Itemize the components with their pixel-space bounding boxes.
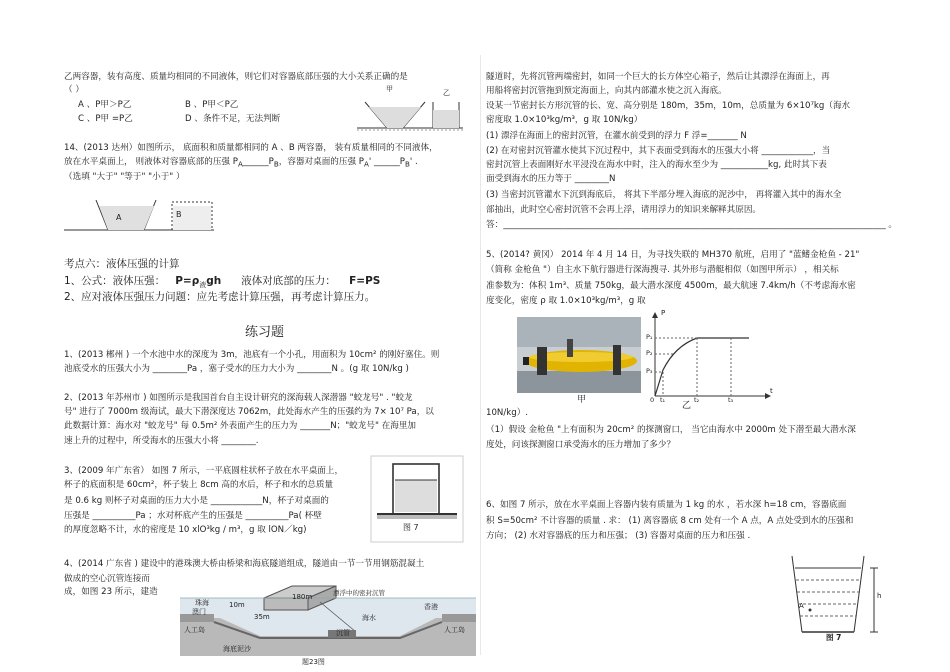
p5-graph-p3: P₃ <box>646 367 653 375</box>
p4cont-line3: 设某一节密封长方形沉管的长、宽、高分别是 180m，35m，10m，总质量为 6×10⁷kg（海水 <box>486 101 851 111</box>
p5-graph-t1: t₁ <box>660 396 666 404</box>
p5-line4: 度变化，密度 ρ 取 1.0×10³kg/m³，g 取 <box>486 296 646 306</box>
p1-line1: 1、(2013 郴州 ) 一个水池中水的深度为 3m，池底有一个小孔，用面积为 10cm² 的刚好塞住。则 <box>64 350 440 360</box>
p2-line4: 速上升的过程中，所受海水的压强大小将 ________. <box>64 436 259 446</box>
p6-figure-height: h <box>877 592 882 600</box>
p4cont-sub3b: 部抽出，此时空心密封沉管不会再上浮，请用浮力的知识来解释其原因。 <box>486 205 762 215</box>
q14-figure-label-a: A <box>116 213 122 222</box>
kp6-title: 考点六：液体压强的计算 <box>64 258 180 270</box>
q14-containers-figure <box>64 194 214 234</box>
p4-label-hongkong: 香港 <box>424 603 438 611</box>
p5-graph-p2: P₂ <box>646 349 653 357</box>
q13-stem: 乙两容器，装有高度、质量均相同的不同液体，则它们对容器底部压强的大小关系正确的是 <box>64 72 408 82</box>
q14-line1: 14、(2013 达州）如图所示， 底面积和质量都相同的 A 、B 两容器， 装有质量相同的不同液体， <box>64 143 438 153</box>
q14-figure-label-b: B <box>176 210 182 219</box>
p4cont-sub2c: 面受到海水的压力等于 ________N <box>486 174 616 184</box>
p4-label-height: 10m <box>229 601 245 609</box>
p3-line3: 是 0.6 kg 则杯子对桌面的压力大小是 ____________N，杯子对桌面的 <box>64 496 329 506</box>
p4-label-zhuhai: 珠海 <box>195 599 209 607</box>
p5-graph-origin: 0 <box>650 396 655 404</box>
p4-label-length: 180m <box>292 593 313 601</box>
q13-paren: （ ） <box>64 85 84 95</box>
p5-line6: （1）假设 金枪鱼 "上有面积为 20cm² 的探测窗口， 当它由海水中 2000m 处下潜至最大潜水深 <box>486 425 856 435</box>
p5-graph-x-label: t <box>770 387 773 395</box>
practice-title: 练习题 <box>245 325 285 340</box>
p4cont-sub3a: (3) 当密封沉管灌水下沉到海底后， 将其下半部分埋入海底的泥沙中， 再将灌入其中的海水全 <box>486 190 842 200</box>
p2-line2: 号" 进行了 7000m 级海试，最大下潜深度达 7062m，此处海水产生的压强约为 7× 10⁷ Pa，以 <box>64 407 434 417</box>
p3-line2: 杯子的底面积是 60cm²，杯子装上 8cm 高的水后，杯子和水的总质量 <box>64 480 334 490</box>
p4-figure-caption: 题23图 <box>302 658 325 666</box>
p5-line7: 度处，问该探测窗口承受海水的压力增加了多少？ <box>486 440 676 450</box>
kp6-line1: 1、公式：液体压强： $P=\rho_液gh$ 液体对底部的压力： F=PS <box>64 275 381 290</box>
p5-line1: 5、(2014? 黄冈） 2014 年 4 月 14 日，为寻找失联的 MH370 航班，启用了 "蓝鳍金枪鱼 - 21" <box>486 250 860 260</box>
p2-line1: 2、(2013 年苏州市 ) 如图所示是我国首台自主设计研究的深海载人深潜器 "蛟龙号" . "蛟龙 <box>64 393 413 403</box>
p4cont-sub2b: 密封沉管上表面刚好水平浸没在海水中时，注入的海水至少为 ___________kg, 此时其下表 <box>486 160 827 170</box>
p6-line3: 方向； (2) 水对容器底的压力和压强； (3) 容器对桌面的压力和压强 . <box>486 531 751 541</box>
p3-line5: 的厚度忽略不计，水的密度是 10 xlO³kg / m³，g 取 lON／kg) <box>64 525 307 535</box>
p5-line3: 准参数为：体积 1m³、质量 750kg，最大潜水深度 4500m，最大航速 7.4km/h（不考虑海水密 <box>486 281 856 291</box>
q13-figure-label-b: 乙 <box>443 89 450 97</box>
column-divider <box>480 55 481 655</box>
q13-option-c: C 、P甲 =P乙 <box>78 114 133 124</box>
p4cont-sub2a: (2) 在对密封沉管灌水使其下沉过程中，其下表面受到海水的压强大小将 ____________，当 <box>486 146 831 156</box>
p5-graph-p1: P₁ <box>646 333 653 341</box>
p4-label-island-left: 人工岛 <box>184 626 205 634</box>
p4-label-floating-tube: 漂浮中的密封沉管 <box>333 589 385 597</box>
p4cont-sub1: (1) 漂浮在海面上的密封沉管，在灌水前受到的浮力 F 浮=_______ N <box>486 131 747 141</box>
p4-label-width: 35m <box>254 613 270 621</box>
p4-label-island-right: 人工岛 <box>444 626 465 634</box>
p5-graph-t2: t₂ <box>694 396 700 404</box>
q13-option-a: A 、P甲＞P乙 <box>78 100 132 110</box>
p6-line2: 积 S=50cm² 不计容器的质量 . 求： (1) 离容器底 8 cm 处有一个 A 点，A 点处受到水的压强和 <box>486 516 854 526</box>
kp6-line2: 2、应对液体压强压力问题：应先考虑计算压强，再考虑计算压力。 <box>64 291 376 303</box>
q13-option-d: D 、条件不足，无法判断 <box>185 114 281 124</box>
p6-container-figure <box>786 552 884 638</box>
p5-graph-t3: t₃ <box>728 396 734 404</box>
p2-line3: 此数据计算：海水对 "蛟龙号" 每 0.5m² 外表面产生的压力为 _______N；"蛟龙号" 在海里加 <box>64 421 417 431</box>
p6-figure-caption: 图 7 <box>826 633 842 642</box>
p4cont-line1: 隧道时，先将沉管两端密封，如同一个巨大的长方体空心箱子，然后让其漂浮在海面上，再 <box>486 72 830 82</box>
p5-line5: 10N/kg）. <box>486 408 529 418</box>
p6-line1: 6、如图 7 所示，放在水平桌面上容器内装有质量为 1 kg 的水 ，若水深 h=18 cm，容器底面 <box>486 500 847 510</box>
p5-graph-y-label: P <box>661 309 666 317</box>
p4-label-tube: 沉管 <box>336 629 350 637</box>
p4-label-aomen: 澳门 <box>192 608 206 616</box>
p3-line4: 压强是 __________Pa ；水对杯底产生的压强是 __________Pa( 杯壁 <box>64 511 322 521</box>
p4-line2: 做成的空心沉管连接而 <box>64 574 150 584</box>
q14-line3: （选填 "大于" "等于" "小于" ） <box>64 172 185 182</box>
p4cont-line2: 用船将密封沉管拖到预定海面上，向其内部灌水使之沉入海底。 <box>486 86 727 96</box>
p3-line1: 3、(2009 年广东省） 如图 7 所示，一平底圆柱状杯子放在水平桌面上， <box>64 466 344 476</box>
p4cont-answer: 答：_________________________________________________________________________________________ 。 <box>486 220 897 230</box>
p5-submarine-photo <box>517 317 641 393</box>
p4-line1: 4、(2014 广东省 ) 建设中的港珠澳大桥由桥梁和海底隧道组成，隧道由一节一节用钢筋混凝土 <box>64 559 425 569</box>
p4-line3: 成，如图 23 所示，建造 <box>64 587 158 597</box>
p5-pressure-graph <box>645 310 775 402</box>
p5-caption-jia: 甲 <box>577 395 587 405</box>
p1-line2: 池底受水的压强大小为 ________Pa ，塞子受水的压力大小为 ________N 。(g 取 10N/kg ) <box>64 364 409 374</box>
q13-option-b: B 、P甲＜P乙 <box>185 100 239 110</box>
p5-line2: （简称 金枪鱼 "）自主水下航行器进行深海搜寻. 其外形与潜艇相似（如图甲所示） ，相关标 <box>486 265 839 275</box>
p3-figure-caption: 图 7 <box>403 523 419 532</box>
q14-line2: 放在水平桌面上， 则液体对容器底部的压强 $P_A\_\_\_\_\_\_P_B$，容器对桌面的压强 $P_A'$ $\_\_\_\_\_\_P_B'$ . <box>64 157 418 169</box>
p4-label-sea: 海水 <box>362 614 376 622</box>
p4cont-line4: 密度取 1.0×10³kg/m³，g 取 10N/kg） <box>486 115 643 125</box>
p5-caption-yi: 乙 <box>682 401 692 411</box>
p6-figure-point-a: A <box>799 602 804 610</box>
q13-figure-label-a: 甲 <box>386 85 393 93</box>
p4-label-mud: 海底泥沙 <box>223 645 251 653</box>
